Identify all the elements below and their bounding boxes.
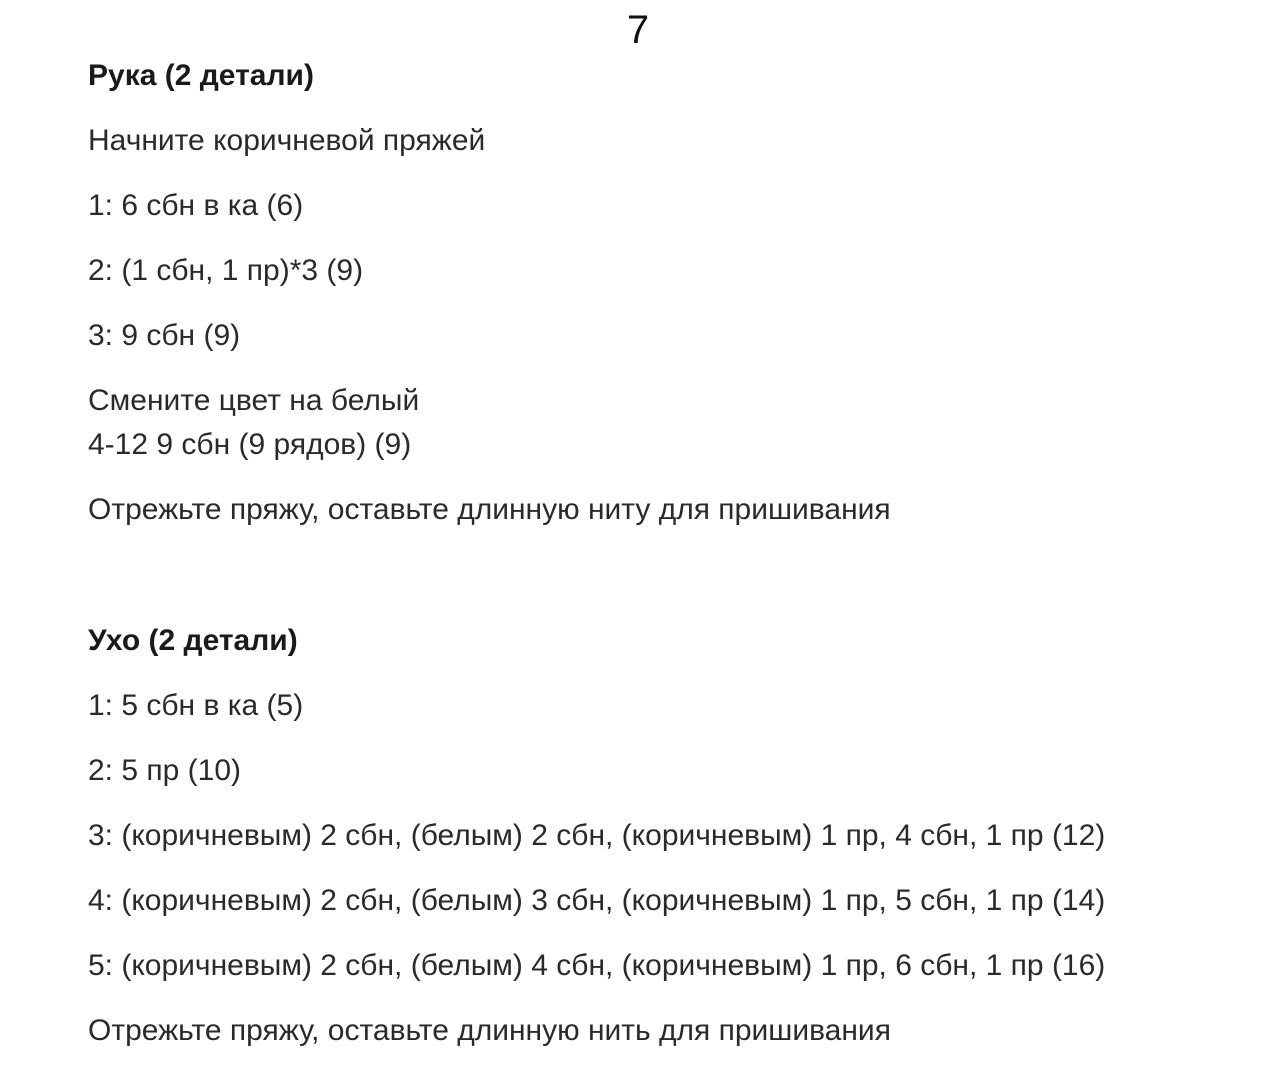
- page-number: 7: [626, 8, 650, 52]
- instruction-row-2: 2: (1 сбн, 1 пр)*3 (9): [88, 254, 364, 287]
- instruction-row-4: 4: (коричневым) 2 сбн, (белым) 3 сбн, (коричневым) 1 пр, 5 сбн, 1 пр (14): [88, 884, 1106, 917]
- instruction-row-1: 1: 5 сбн в ка (5): [88, 689, 304, 722]
- instruction-row-3: 3: 9 сбн (9): [88, 319, 241, 352]
- instruction-line: Начните коричневой пряжей: [88, 124, 486, 157]
- section-title-ear: Ухо (2 детали): [88, 624, 298, 657]
- instruction-row-1: 1: 6 сбн в ка (6): [88, 189, 304, 222]
- instruction-line: Отрежьте пряжу, оставьте длинную нить для пришивания: [88, 1014, 891, 1047]
- instruction-row-4-12: 4-12 9 сбн (9 рядов) (9): [88, 428, 412, 461]
- section-title-arm: Рука (2 детали): [88, 59, 314, 92]
- instruction-row-3: 3: (коричневым) 2 сбн, (белым) 2 сбн, (коричневым) 1 пр, 4 сбн, 1 пр (12): [88, 819, 1106, 852]
- instruction-row-5: 5: (коричневым) 2 сбн, (белым) 4 сбн, (коричневым) 1 пр, 6 сбн, 1 пр (16): [88, 949, 1106, 982]
- instruction-line: Отрежьте пряжу, оставьте длинную ниту для пришивания: [88, 493, 891, 526]
- instruction-row-2: 2: 5 пр (10): [88, 754, 241, 787]
- instruction-line: Смените цвет на белый: [88, 384, 420, 417]
